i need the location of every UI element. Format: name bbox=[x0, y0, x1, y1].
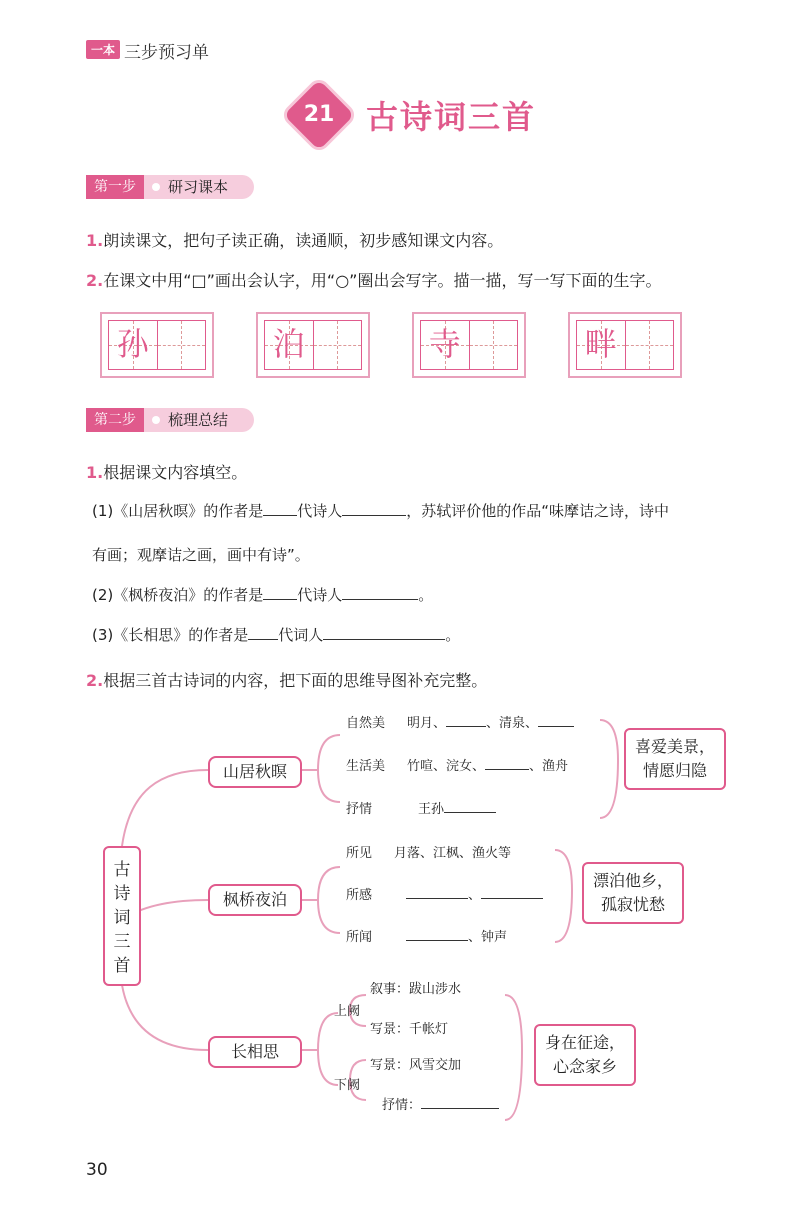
step2-question-2: 2.根据三首古诗词的内容，把下面的思维导图补充完整。 bbox=[86, 671, 488, 690]
bracket-line bbox=[555, 850, 572, 942]
fill-line-2: (2)《枫桥夜泊》的作者是 代诗人 。 bbox=[92, 586, 434, 604]
mindmap-root: 古 诗 词 三 首 bbox=[103, 846, 141, 986]
answer-blank[interactable] bbox=[406, 926, 468, 941]
answer-blank[interactable] bbox=[444, 798, 496, 813]
answer-blank[interactable] bbox=[421, 1094, 499, 1109]
step2-question-1: 1.根据课文内容填空。 bbox=[86, 463, 248, 482]
branch-line bbox=[122, 985, 208, 1050]
poem3-u1: 叙事：跋山涉水 bbox=[370, 982, 462, 997]
fill-line-3: (3)《长相思》的作者是 代词人 。 bbox=[92, 626, 461, 644]
brand-badge: 一本 bbox=[86, 40, 120, 59]
poem2-result: 漂泊他乡， 孤寂忧愁 bbox=[582, 862, 684, 924]
bracket-line bbox=[505, 995, 522, 1120]
poem3-l2: 抒情： bbox=[382, 1094, 499, 1113]
answer-blank[interactable] bbox=[485, 755, 529, 770]
step1-question-1: 1.朗读课文，把句子读正确，读通顺，初步感知课文内容。 bbox=[86, 231, 504, 250]
poem2-row3: 所闻 、钟声 bbox=[346, 926, 507, 945]
bracket-line bbox=[318, 867, 340, 933]
poem3-u2: 写景：千帐灯 bbox=[370, 1022, 449, 1037]
poem2-node: 枫桥夜泊 bbox=[208, 884, 302, 916]
book-title: 三步预习单 bbox=[124, 43, 209, 63]
step2-tag: 第二步 bbox=[86, 408, 144, 432]
step1-label: 研习课本 bbox=[168, 178, 229, 196]
page-number: 30 bbox=[86, 1160, 108, 1180]
bracket-line bbox=[600, 720, 618, 818]
answer-blank[interactable] bbox=[446, 712, 486, 727]
poem1-row3: 抒情 王孙 bbox=[346, 798, 496, 817]
practice-char: 泊 bbox=[272, 325, 305, 363]
fill-line-1b: 有画；观摩诘之画，画中有诗”。 bbox=[92, 546, 310, 564]
poem3-lower-label: 下阙 bbox=[334, 1078, 361, 1093]
lesson-title: 古诗词三首 bbox=[366, 98, 537, 136]
poem2-row2: 所感 、 bbox=[346, 884, 543, 903]
poem3-upper-label: 上阙 bbox=[334, 1004, 361, 1019]
poem1-node: 山居秋暝 bbox=[208, 756, 302, 788]
poem1-row1: 自然美 明月、 、清泉、 bbox=[346, 712, 574, 731]
practice-char: 寺 bbox=[428, 325, 461, 363]
poem3-result: 身在征途， 心念家乡 bbox=[534, 1024, 636, 1086]
poem3-node: 长相思 bbox=[208, 1036, 302, 1068]
answer-blank[interactable] bbox=[481, 884, 543, 899]
step1-question-2: 2.在课文中用“□”画出会认字，用“○”圈出会写字。描一描，写一写下面的生字。 bbox=[86, 271, 662, 290]
practice-char: 畔 bbox=[584, 325, 617, 363]
step1-tag: 第一步 bbox=[86, 175, 144, 199]
poem1-row2: 生活美 竹喧、浣女、 、渔舟 bbox=[346, 755, 568, 774]
poem2-row1: 所见 月落、江枫、渔火等 bbox=[346, 846, 512, 861]
bracket-line bbox=[318, 735, 340, 802]
poem3-l1: 写景：风雪交加 bbox=[370, 1058, 462, 1073]
fill-line-1a: (1)《山居秋暝》的作者是 代诗人 ，苏轼评价他的作品“味摩诘之诗，诗中 bbox=[92, 502, 670, 520]
branch-line bbox=[122, 770, 208, 846]
poem1-result: 喜爱美景， 情愿归隐 bbox=[624, 728, 726, 790]
step2-label: 梳理总结 bbox=[168, 411, 229, 429]
practice-char: 孙 bbox=[116, 325, 149, 363]
answer-blank[interactable] bbox=[406, 884, 468, 899]
answer-blank[interactable] bbox=[538, 712, 574, 727]
lesson-number-badge: 21 bbox=[284, 80, 355, 151]
